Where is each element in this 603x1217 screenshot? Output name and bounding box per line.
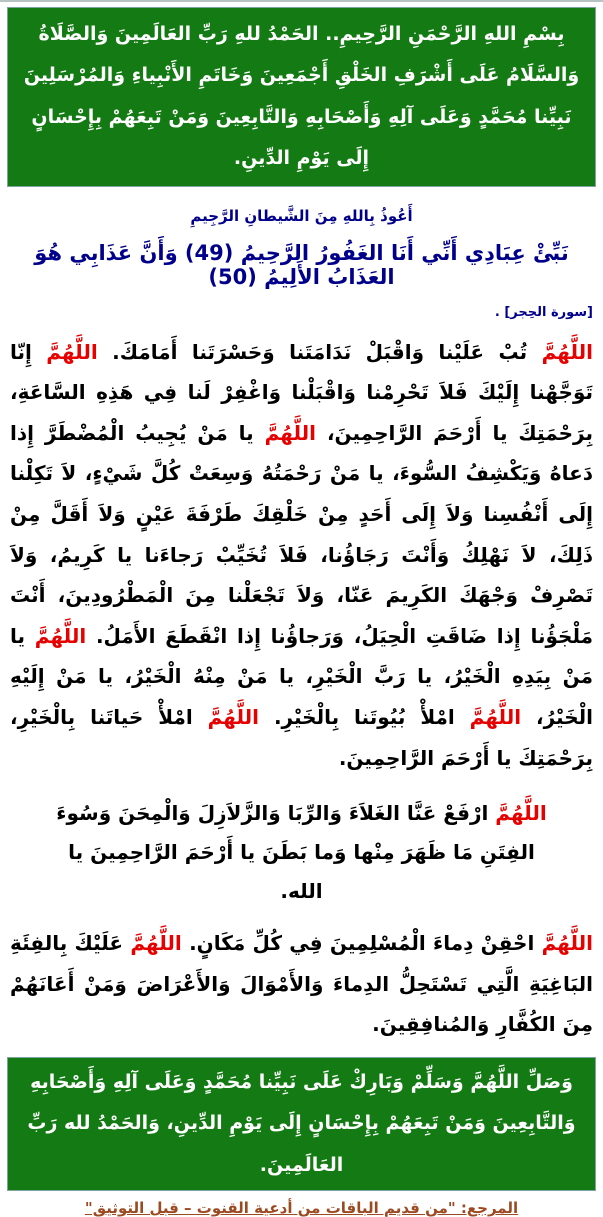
verse-source-citation: [سورة الحِجر] . <box>494 304 593 320</box>
prayer-text-segment: يا مَنْ يُجِيبُ الْمُضْطَرَّ إِذا دَعاهُ وَيَكْشِفُ السُّوءَ، يا مَنْ رَحْمَتُهُ وَسِعَتْ كُلَّ شَيْءٍ، لاَ تَكِلْنا إِلَى أَنْفُسِنا وَلاَ إِلَى أَحَدٍ مِنْ خَلْقِكَ طَرْفَةَ عَيْنٍ وَلاَ أَقَلَّ مِنْ ذَلِكَ، لاَ نَهْلِكُ وَأَنْتَ رَجَاؤُنا، فَلاَ تُخَيِّبْ رَجاءَنا يا كَرِيمُ، وَلاَ تَصْرِفْ وَجْهَكَ الكَرِيمَ عَنّا، وَلاَ تَجْعَلْنا مِنَ الْمَطْرُودِينَ، أَنْتَ مَلْجَؤُنا إِذا ضَاقَتِ الْحِيَلُ، وَرَجاؤُنا إِذا انْقَطَعَ الأَمَلُ. <box>10 420 593 648</box>
basmala-header-band <box>7 7 596 187</box>
allahumma-highlight: اللَّهُمَّ <box>207 704 260 729</box>
allahumma-highlight: اللَّهُمَّ <box>34 623 87 648</box>
istiadha-line: أَعُوذُ بِاللهِ مِنَ الشَّيطانِ الرَّجِيمِ <box>190 206 413 225</box>
allahumma-highlight: اللَّهُمَّ <box>264 420 317 445</box>
reference-note: المرجع: "من قديم الباقات من أدعية القنوت – قبل التوثيق" <box>84 1199 519 1217</box>
allahumma-highlight: اللَّهُمَّ <box>541 339 593 364</box>
allahumma-highlight: اللَّهُمَّ <box>541 931 593 956</box>
prayer-text-segment: احْقِنْ دِماءَ الْمُسْلِمِينَ فِي كُلِّ مَكَانٍ. <box>181 931 542 956</box>
prayer-text-segment: تُبْ عَلَيْنا وَاقْبَلْ نَدَامَتَنا وَحَسْرَتَنا أَمَامَكَ. <box>97 339 542 364</box>
salawat-footer-band <box>7 1057 596 1191</box>
prayer-text-segment: يا مَنْ بِيَدِهِ الْخَيْرُ، يا رَبَّ الْخَيْرِ، يا مَنْ مِنْهُ الْخَيْرُ، يا مَنْ إِلَيْهِ الْخَيْرُ، <box>10 623 593 729</box>
prayer-text-segment: إِنّا تَوَجَّهْنا إِلَيْكَ فَلاَ تَحْرِمْنا وَاقْبَلْنا وَاغْفِرْ لَنا فِي هَذِهِ السَّاعَةِ، بِرَحْمَتِكَ يا أَرْحَمَ الرَّاحِمِينَ، <box>10 339 593 445</box>
allahumma-highlight: اللَّهُمَّ <box>130 931 182 956</box>
prayer-paragraph-2 <box>48 794 555 911</box>
prayer-text-segment: عَلَيْكَ بِالفِئَةِ البَاغِيَةِ الَّتِي تَسْتَحِلُّ الدِماءَ وَالأَمْوَالَ وَالأَعْرَاضَ وَمَنْ أَعَانَهُمْ مِنَ الكُفَّارِ وَالمُنافِقِينَ. <box>10 931 593 1037</box>
prayer-text-segment: امْلأْ بُيُوتَنا بِالْخَيْرِ. <box>259 704 470 729</box>
allahumma-highlight: اللَّهُمَّ <box>46 339 98 364</box>
quran-verse: نَبِّئْ عِبَادِي أَنِّي أَنَا الغَفُورُ الرَّحِيمُ (49) وَأَنَّ عَذَابِي هُوَ العَذَابُ الأَلِيمُ (50) <box>34 240 569 289</box>
prayer-paragraph-1 <box>10 332 593 779</box>
salawat-footer-text: وَصَلِّ اللَّهُمَّ وَسَلِّمْ وَبَارِكْ عَلَى نَبِيِّنا مُحَمَّدٍ وَعَلَى آلِهِ وَأَصْحَابِهِ وَالتَّابِعِينَ وَمَنْ تَبِعَهُمْ بِإِحْسَانٍ إِلَى يَوْمِ الدِّينِ، وَالحَمْدُ لله رَبِّ العَالَمِينَ. <box>27 1070 576 1176</box>
prayer-text-segment: امْلأْ حَياتَنا بِالْخَيْرِ، بِرَحْمَتِكَ يا أَرْحَمَ الرَّاحِمِينَ. <box>10 704 593 770</box>
basmala-header-text: بِسْمِ اللهِ الرَّحْمَنِ الرَّحِيمِ.. الحَمْدُ للهِ رَبِّ العَالَمِينَ وَالصَّلَاةُ وَالسَّلَامُ عَلَى أَشْرَفِ الخَلْقِ أَجْمَعِينَ وَخَاتَمِ الأَنْبِياءِ وَالمُرْسَلِينَ نَبِيِّنا مُحَمَّدٍ وَعَلَى آلِهِ وَأَصْحَابِهِ وَالتَّابِعِينَ وَمَنْ تَبِعَهُمْ بِإِحْسَانٍ إِلَى يَوْمِ الدِّينِ. <box>23 23 580 170</box>
allahumma-highlight: اللَّهُمَّ <box>469 704 522 729</box>
prayer-paragraph-3 <box>10 923 593 1045</box>
allahumma-highlight: اللَّهُمَّ <box>495 801 547 826</box>
prayer-text-segment: ارْفَعْ عَنَّا الغَلاَءَ وَالرِّبَا وَالزَّلاَزِلَ وَالْمِحَنَ وَسُوءَ الفِتَنِ مَا ظَهَرَ مِنْها وَما بَطَنَ يا أَرْحَمَ الرَّاحِمِينَ يا الله. <box>56 801 535 904</box>
